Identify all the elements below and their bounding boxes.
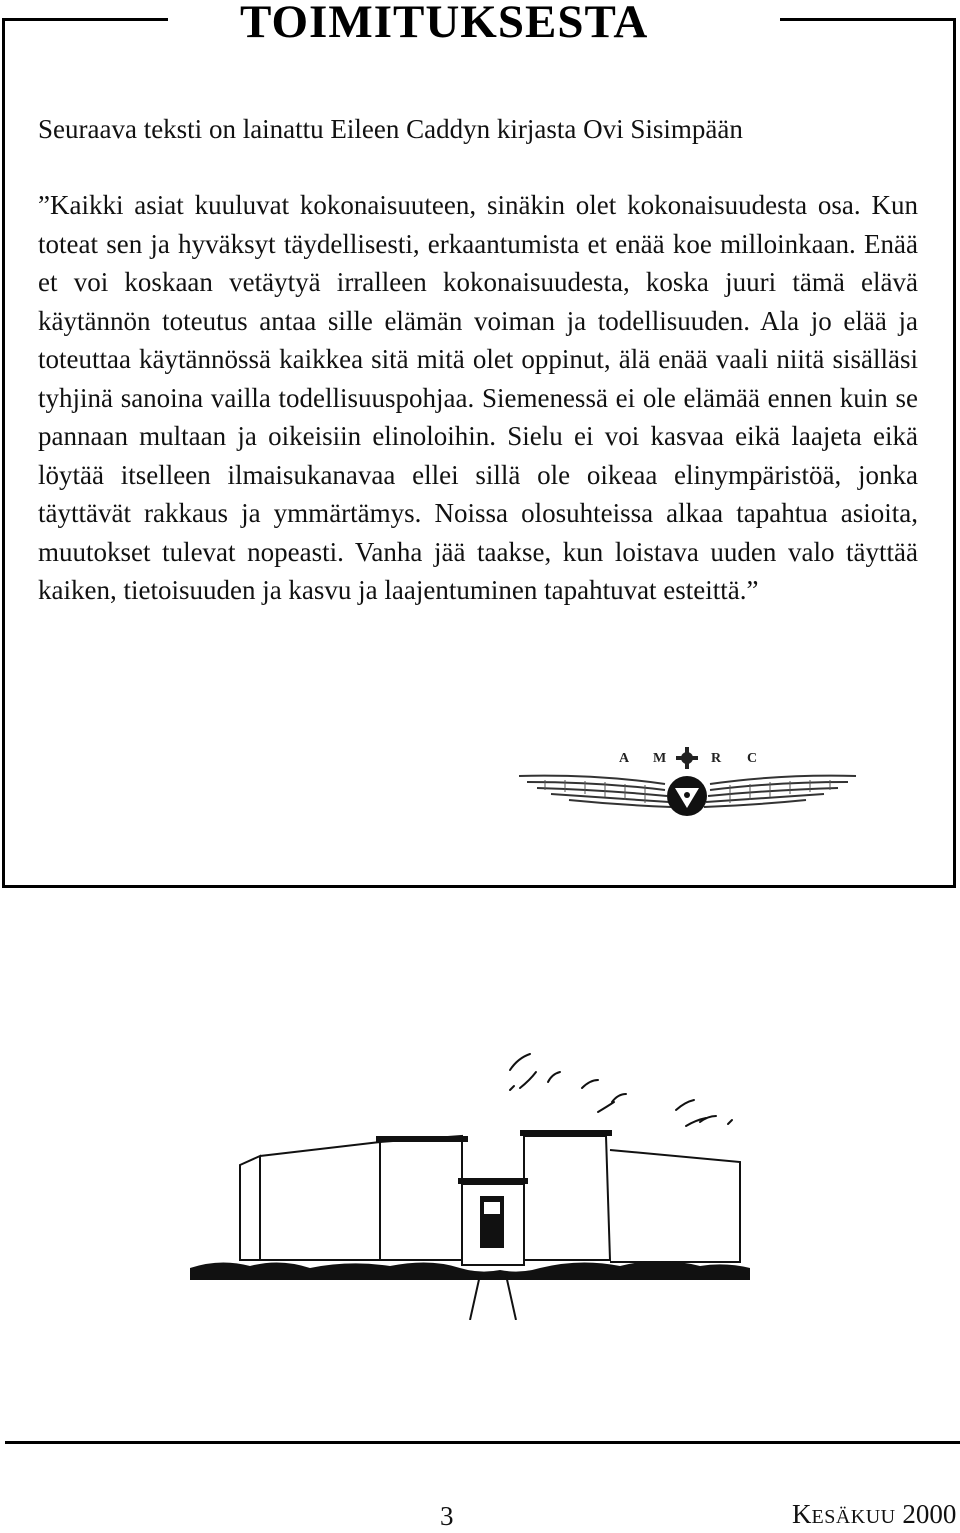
frame-left-line (2, 18, 5, 888)
quote-text: ”Kaikki asiat kuuluvat kokonaisuuteen, sinäkin olet kokonaisuudesta osa. Kun toteat sen ja hyväksyt täydellisesti, erkaantumista et enää koe milloinkaan. Enää et voi koskaan vetäytyä irralleen kokonaisuudesta, koska juuri tämä elävä käytännön toteutus antaa sille elämän voiman ja todellisuuden. Ala jo elää ja toteuttaa käytännössä kaikkea sitä mitä olet oppinut, älä enää vaali niitä sisälläsi tyhjinä sanoina vailla todellisuuspohjaa. Siemenessä ei ole elämää ennen kuin se pannaan multaan ja oikeisiin elinoloihin. Sielu ei voi kasvaa eikä laajeta eikä löytää itselleen ilmaisukanavaa ellei sillä ole oikeaa elinympäristöä, jonka täyttävät rakkaus ja ymmärtämys. Noissa olosuhteissa alkaa tapahtua asioita, muutokset tulevat nopeasti. Vanha jää taakse, kun loistava uuden valo täyttää kaiken, tietoisuuden ja kasvu ja laajentuminen tapahtuvat esteittä.” (38, 190, 918, 605)
frame-bottom-line (2, 885, 956, 888)
temple-sketch-icon (180, 1030, 760, 1325)
emblem-letter-a: A (619, 751, 630, 766)
page-number: 3 (440, 1501, 454, 1531)
footer-rule (5, 1441, 960, 1444)
issue-year: 2000 (902, 1499, 957, 1529)
issue-initial: K (792, 1499, 812, 1529)
frame-top-left-line (2, 18, 168, 21)
emblem-letter-m: M (653, 751, 667, 766)
page-title: TOIMITUKSESTA (240, 0, 649, 48)
winged-disc-emblem-icon (515, 744, 860, 829)
rose-cross-icon (676, 747, 698, 769)
emblem-letter-r: R (711, 751, 722, 766)
emblem-letter-c: C (747, 751, 758, 766)
intro-text: Seuraava teksti on lainattu Eileen Caddyn kirjasta Ovi Sisimpään (38, 114, 743, 144)
issue-date (792, 1498, 956, 1533)
issue-month-smallcaps: ESÄKUU (811, 1506, 896, 1528)
frame-top-right-line (780, 18, 956, 21)
frame-right-line (953, 18, 956, 888)
